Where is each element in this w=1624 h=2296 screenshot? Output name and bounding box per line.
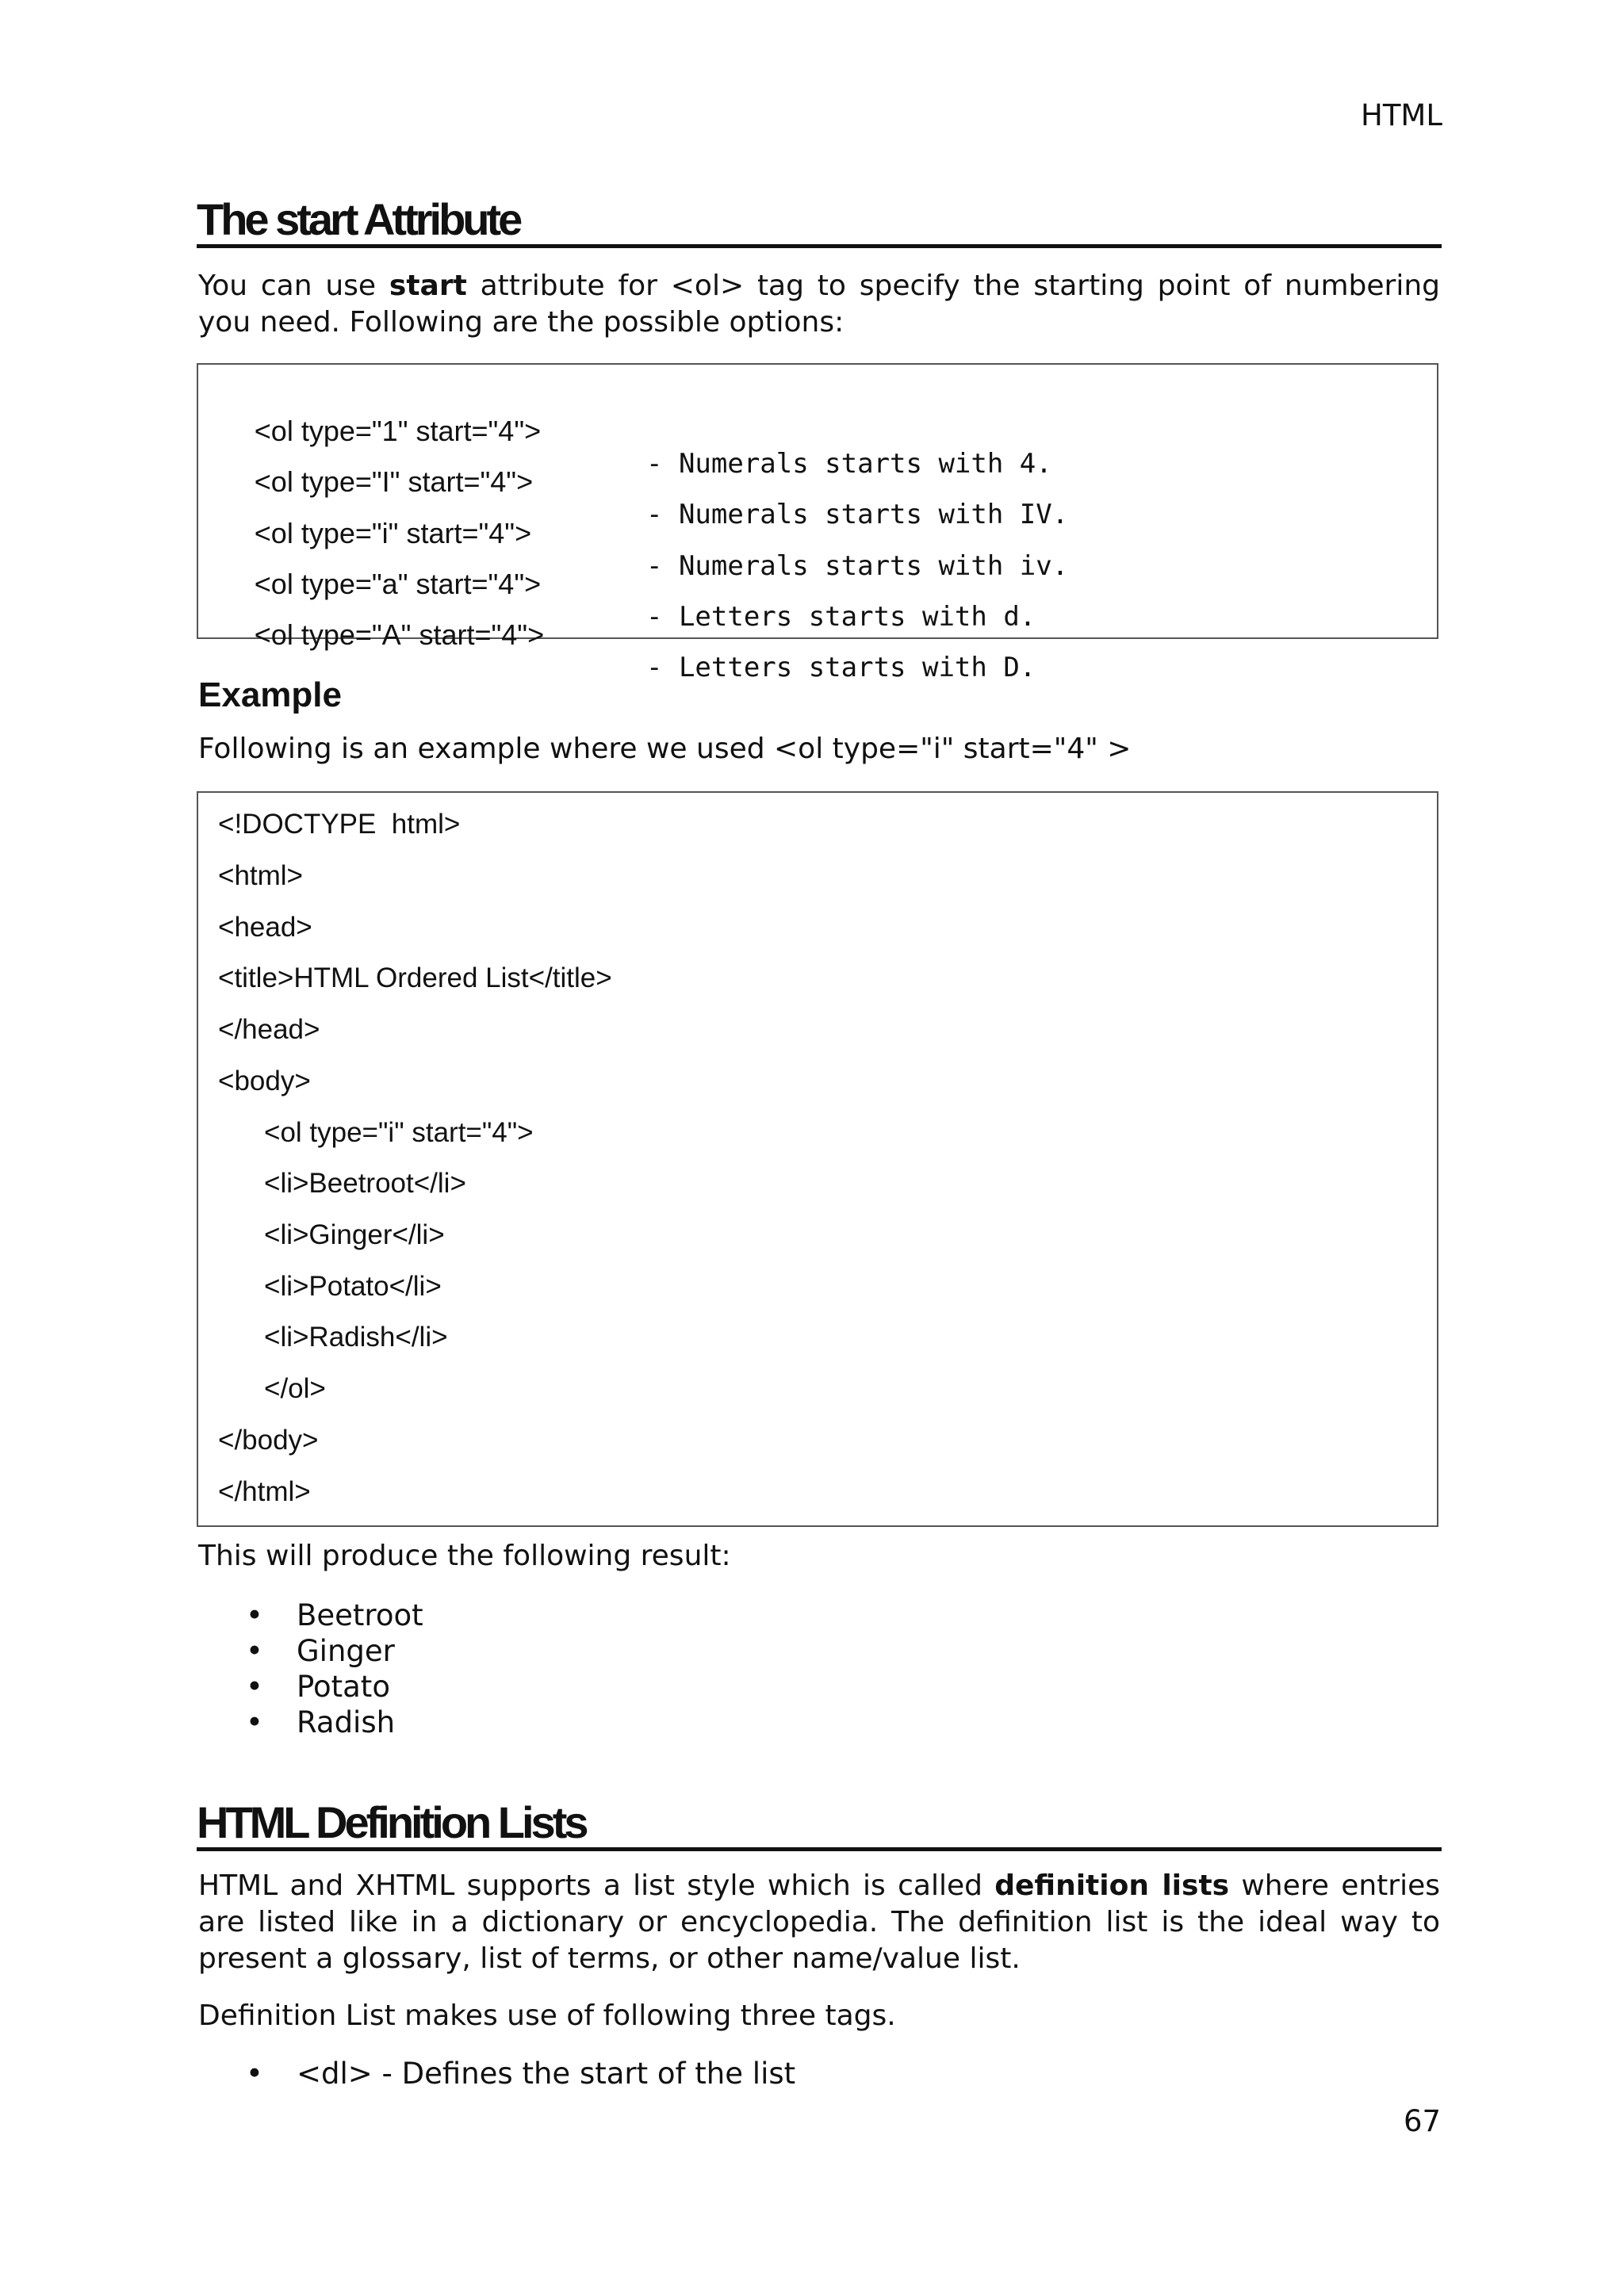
bullet-icon: • xyxy=(246,1634,263,1668)
result-item-label: Ginger xyxy=(297,1634,395,1668)
result-intro: This will produce the following result: xyxy=(198,1540,731,1572)
code-line: <body> xyxy=(218,1066,311,1096)
code-line: <li>Potato</li> xyxy=(264,1271,442,1302)
code-line: </html> xyxy=(218,1476,311,1507)
options-box xyxy=(197,363,1438,683)
option-description: - Numerals starts with iv. xyxy=(646,550,1069,582)
option-code: <ol type="A" start="4"> xyxy=(254,618,545,651)
bullet-icon: • xyxy=(246,1598,263,1632)
option-code: <ol type="I" start="4"> xyxy=(254,465,534,498)
option-code: <ol type="1" start="4"> xyxy=(254,415,542,447)
tag-item-label: <dl> - Defines the start of the list xyxy=(297,2057,796,2091)
intro-text-2: attribute for <ol> tag to specify the starting point of numbering you need. Following are the possible options: xyxy=(198,270,1440,339)
option-description: - Letters starts with d. xyxy=(646,601,1036,633)
code-line: <li>Beetroot</li> xyxy=(264,1168,466,1199)
code-line: </ol> xyxy=(264,1373,326,1404)
code-line: <li>Radish</li> xyxy=(264,1322,448,1353)
option-code: <ol type="a" start="4"> xyxy=(254,568,542,600)
option-code: <ol type="i" start="4"> xyxy=(254,517,532,549)
code-line: <html> xyxy=(218,860,303,891)
result-item-label: Radish xyxy=(297,1705,396,1739)
definition-tags-intro: Definition List makes use of following three tags. xyxy=(198,1999,896,2032)
code-line: </body> xyxy=(218,1425,319,1456)
code-line: <li>Ginger</li> xyxy=(264,1219,445,1250)
bullet-icon: • xyxy=(246,1705,263,1739)
bullet-icon: • xyxy=(246,1670,263,1704)
option-description: - Numerals starts with 4. xyxy=(646,448,1052,480)
code-line: <title>HTML Ordered List</title> xyxy=(218,962,612,993)
para-text-2: where entries are listed like in a dictionary or encyclopedia. The definition list is the ideal way to present a glossary, list of terms, or other name/value list. xyxy=(198,1869,1440,1975)
option-description: - Letters starts with D. xyxy=(646,652,1036,683)
definition-lists-intro xyxy=(198,1868,1440,1977)
code-box xyxy=(197,791,1438,1527)
intro-keyword: start xyxy=(389,270,467,302)
example-intro: Following is an example where we used <ol type="i" start="4" > xyxy=(198,733,1132,765)
section-heading-definition-lists: HTML Definition Lists xyxy=(197,1798,1442,1851)
para-text-1: HTML and XHTML supports a list style which is called xyxy=(198,1869,995,1902)
code-line: </head> xyxy=(218,1014,320,1045)
code-line: <!DOCTYPE html> xyxy=(218,809,461,840)
result-item-label: Potato xyxy=(297,1670,390,1704)
code-line: <head> xyxy=(218,912,312,943)
running-header: HTML xyxy=(1361,98,1442,132)
start-attribute-intro xyxy=(198,268,1440,341)
page-number: 67 xyxy=(1404,2104,1442,2138)
intro-text-1: You can use xyxy=(198,270,389,302)
example-heading: Example xyxy=(198,675,342,714)
para-keyword: definition lists xyxy=(994,1869,1230,1902)
bullet-icon: • xyxy=(246,2057,263,2091)
code-line: <ol type="i" start="4"> xyxy=(264,1117,534,1148)
section-heading-start-attribute: The start Attribute xyxy=(197,195,1442,248)
option-description: - Numerals starts with IV. xyxy=(646,499,1069,530)
result-item-label: Beetroot xyxy=(297,1598,423,1632)
